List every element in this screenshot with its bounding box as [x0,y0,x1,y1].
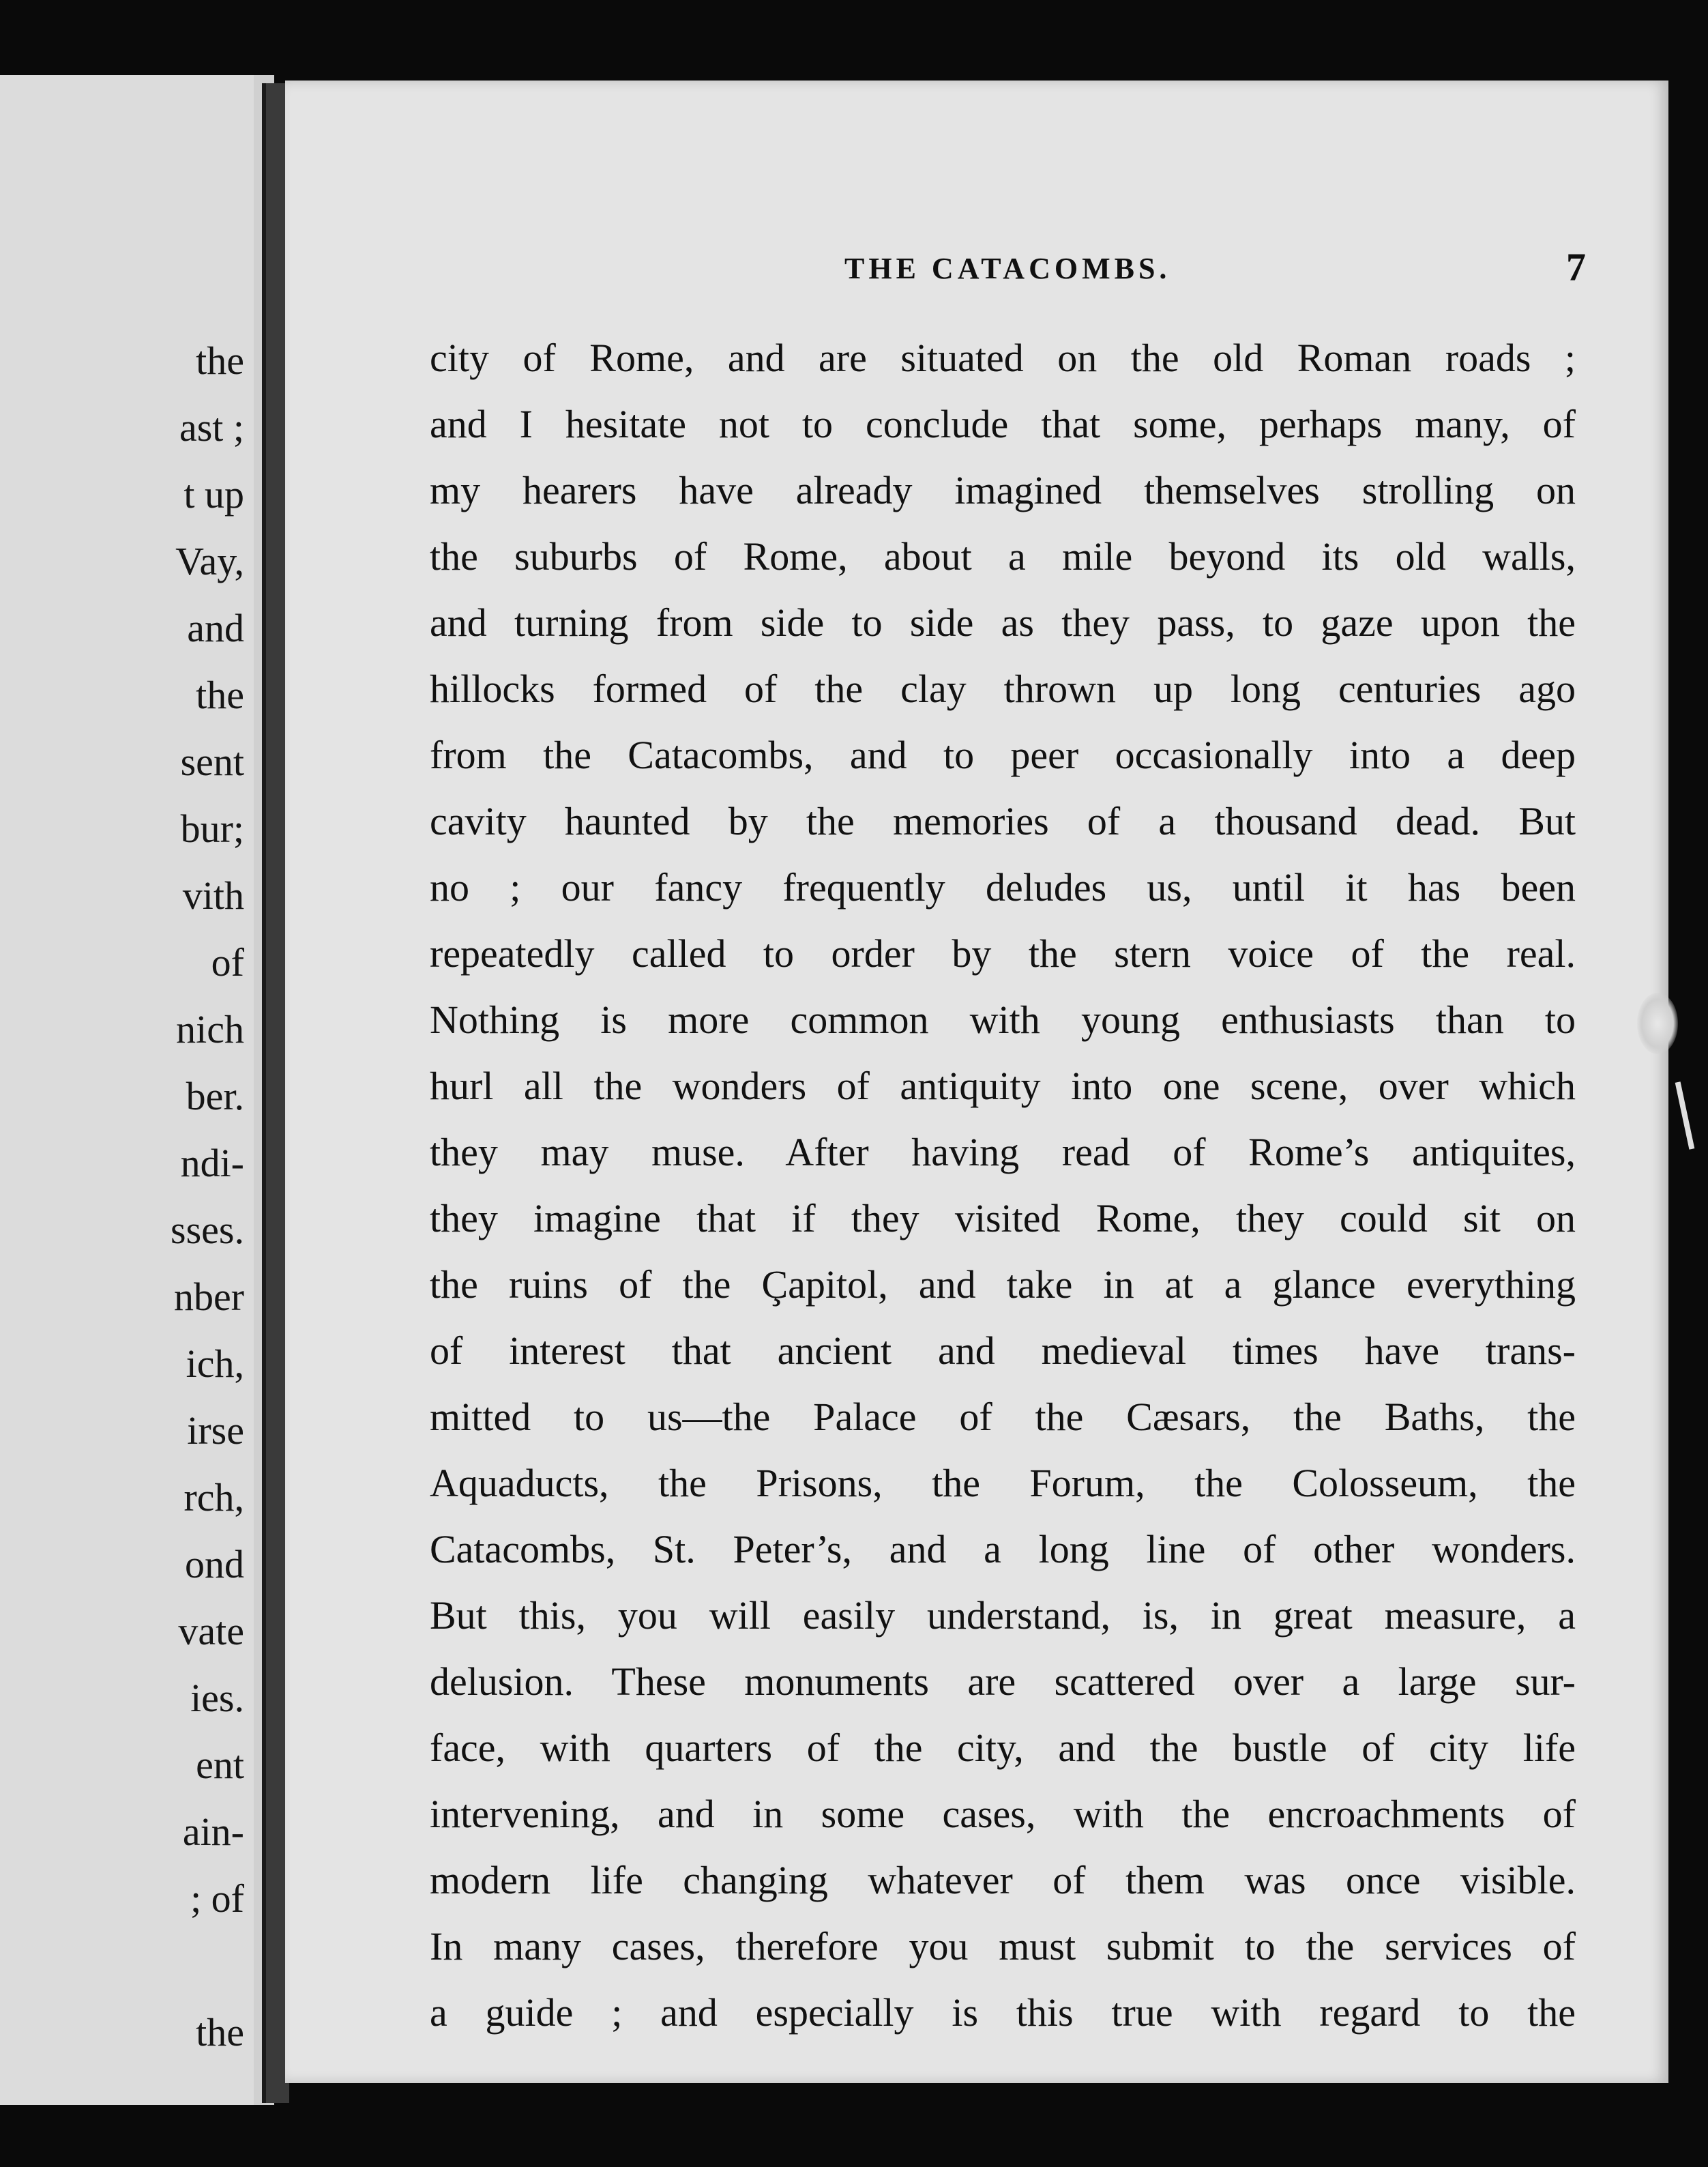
previous-page-line: bur; [180,806,244,851]
previous-page-line: the [196,673,244,717]
text-line: modern life changing whatever of them was once visible. [430,1859,1576,1902]
text-line: of interest that ancient and medieval times have trans- [430,1329,1576,1373]
previous-page-line: and [187,606,244,650]
previous-page-line: vate [178,1609,244,1653]
previous-page-sliver [0,75,254,2105]
text-line: delusion. These monuments are scattered over a large sur- [430,1660,1576,1704]
previous-page-line: ent [196,1743,244,1787]
previous-page-line: of [211,940,244,985]
text-line: face, with quarters of the city, and the bustle of city life [430,1726,1576,1770]
previous-page-line: vith [182,873,244,918]
text-line: they imagine that if they visited Rome, they could sit on [430,1197,1576,1240]
text-line: Aquaducts, the Prisons, the Forum, the Colosseum, the [430,1461,1576,1505]
previous-page-line: sses. [171,1208,244,1252]
text-line: a guide ; and especially is this true with regard to the [430,1991,1576,2035]
text-line: hurl all the wonders of antiquity into one scene, over which [430,1064,1576,1108]
text-line: cavity haunted by the memories of a thousand dead. But [430,800,1576,843]
text-line: the ruins of the Çapitol, and take in at a glance everything [430,1263,1576,1307]
paper-damage-spot [1637,993,1678,1054]
text-line: But this, you will easily understand, is, in great measure, a [430,1594,1576,1638]
previous-page-line: nber [173,1275,244,1319]
previous-page-line: the [196,338,244,383]
previous-page-line: Vay, [175,539,244,583]
previous-page-line: the [196,2010,244,2054]
previous-page-line: sent [180,740,244,784]
text-line: no ; our fancy frequently deludes us, until it has been [430,866,1576,910]
previous-page-line: ast ; [179,405,244,450]
previous-page-line: t up [183,472,244,517]
text-line: mitted to us—the Palace of the Cæsars, the Baths, the [430,1395,1576,1439]
previous-page-line: ; of [190,1876,244,1921]
book-page [285,81,1668,2083]
previous-page-line: ies. [190,1676,244,1720]
text-line: Catacombs, St. Peter’s, and a long line of other wonders. [430,1528,1576,1571]
page-header [285,245,1668,306]
text-line: my hearers have already imagined themselves strolling on [430,469,1576,512]
text-line: In many cases, therefore you must submit to the services of [430,1925,1576,1968]
previous-page-line: ain- [182,1809,244,1854]
previous-page-line: ber. [186,1074,244,1118]
text-line: and I hesitate not to conclude that some, perhaps many, of [430,403,1576,446]
running-title: THE CATACOMBS. [844,252,1171,285]
text-line: and turning from side to side as they pass, to gaze upon the [430,601,1576,645]
previous-page-line: irse [187,1408,244,1453]
text-line: the suburbs of Rome, about a mile beyond its old walls, [430,535,1576,579]
text-line: city of Rome, and are situated on the old Roman roads ; [430,336,1576,380]
previous-page-line: nich [176,1007,244,1051]
previous-page-line: ndi- [180,1141,244,1185]
text-line: from the Catacombs, and to peer occasionally into a deep [430,733,1576,777]
previous-page-line: ond [185,1542,244,1586]
previous-page-line: rch, [183,1475,244,1519]
text-line: Nothing is more common with young enthusiasts than to [430,998,1576,1042]
previous-page-line: ich, [186,1341,244,1386]
text-line: they may muse. After having read of Rome’s antiquites, [430,1131,1576,1174]
page-number: 7 [1566,245,1586,289]
text-line: intervening, and in some cases, with the encroachments of [430,1792,1576,1836]
text-line: hillocks formed of the clay thrown up long centuries ago [430,667,1576,711]
text-line: repeatedly called to order by the stern voice of the real. [430,932,1576,976]
